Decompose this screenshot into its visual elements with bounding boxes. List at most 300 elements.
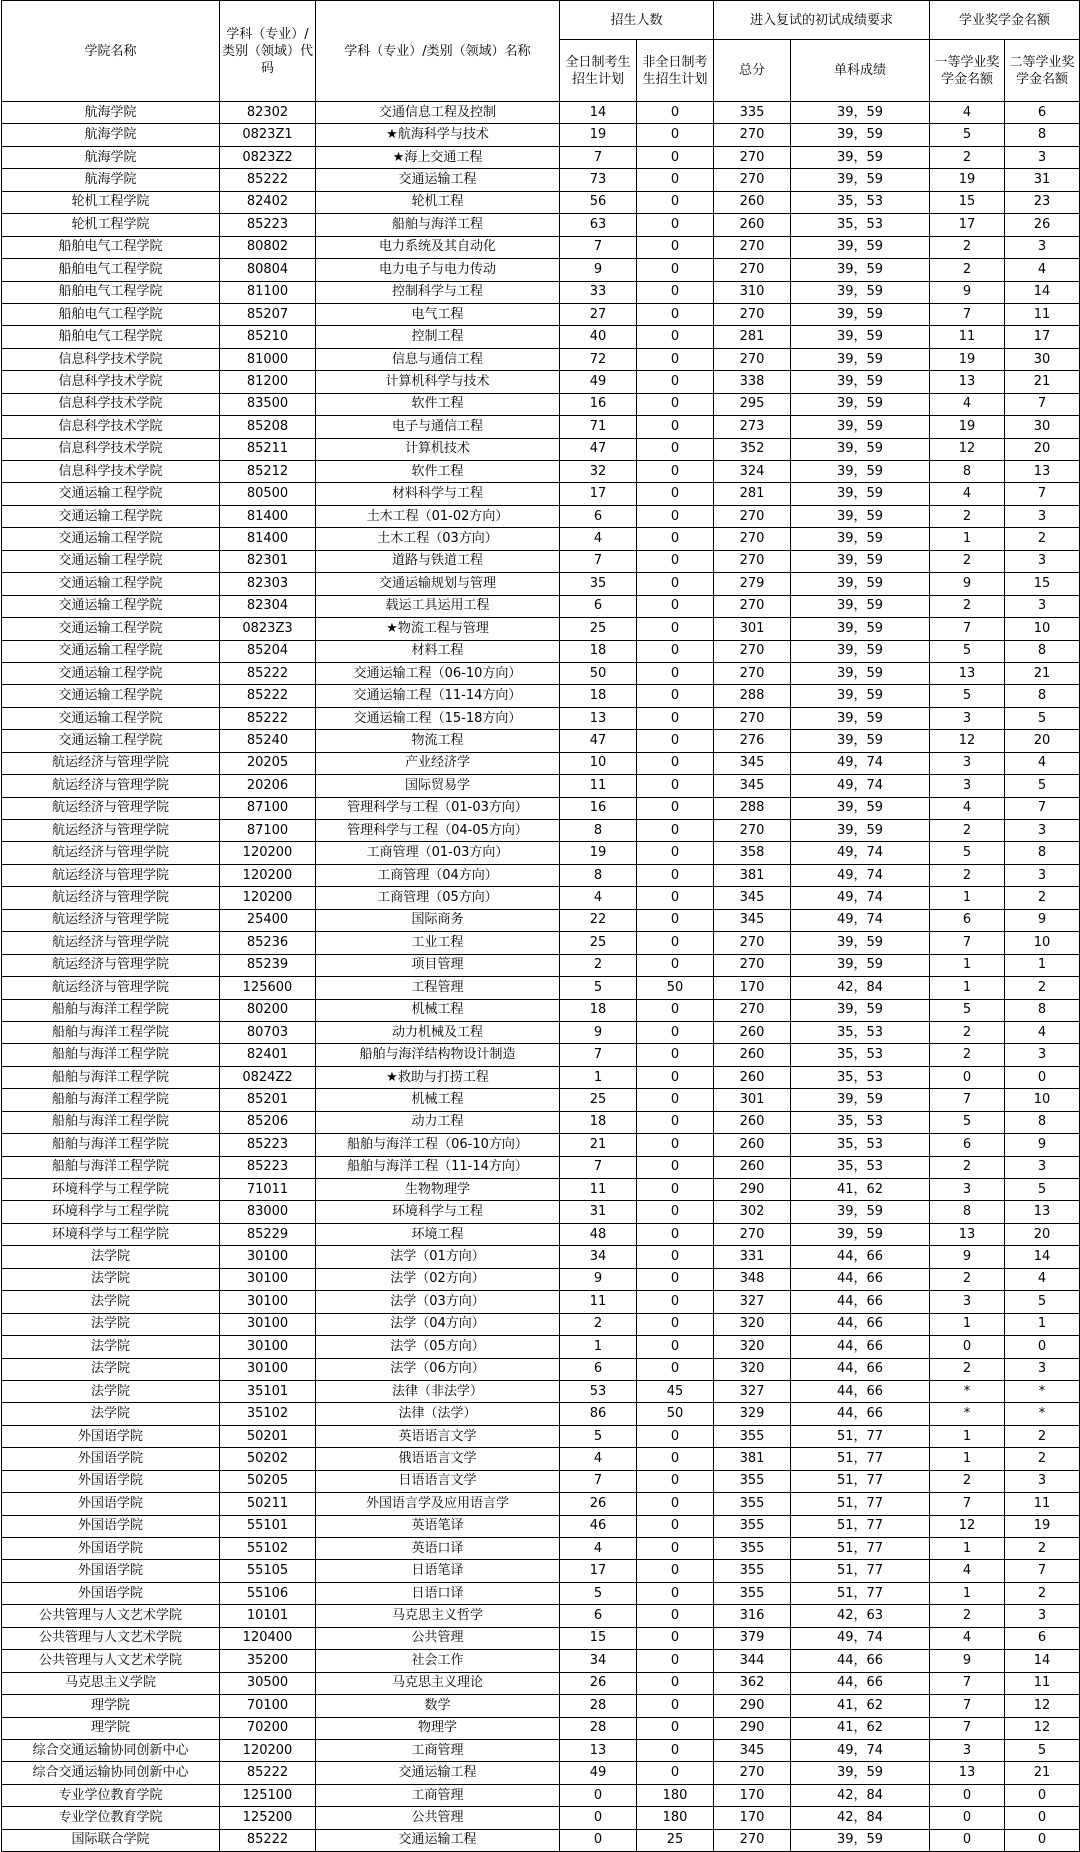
- cell-code: 81000: [220, 348, 316, 370]
- table-row: [2, 1291, 1080, 1313]
- cell-first-scholarship: 7: [930, 1672, 1005, 1694]
- cell-parttime-plan: 25: [637, 1829, 714, 1851]
- cell-fulltime-plan: 11: [560, 1291, 637, 1313]
- cell-total-score: 290: [714, 1717, 791, 1739]
- cell-total-score: 381: [714, 864, 791, 886]
- cell-program: 材料科学与工程: [316, 483, 560, 505]
- cell-second-scholarship: 20: [1005, 438, 1080, 460]
- cell-single-score: 44，66: [791, 1246, 930, 1268]
- cell-code: 83000: [220, 1201, 316, 1223]
- cell-first-scholarship: 0: [930, 1336, 1005, 1358]
- cell-second-scholarship: 3: [1005, 550, 1080, 572]
- table-row: [2, 1223, 1080, 1245]
- cell-total-score: 335: [714, 102, 791, 124]
- cell-program: 工业工程: [316, 932, 560, 954]
- table-row: [2, 1021, 1080, 1043]
- cell-first-scholarship: 1: [930, 887, 1005, 909]
- cell-program: ★海上交通工程: [316, 146, 560, 168]
- cell-first-scholarship: 12: [930, 438, 1005, 460]
- cell-second-scholarship: 3: [1005, 236, 1080, 258]
- cell-code: 85222: [220, 685, 316, 707]
- cell-college: 理学院: [2, 1717, 220, 1739]
- cell-second-scholarship: 11: [1005, 1672, 1080, 1694]
- cell-code: 82402: [220, 191, 316, 213]
- cell-single-score: 39，59: [791, 1089, 930, 1111]
- cell-single-score: 39，59: [791, 505, 930, 527]
- cell-college: 公共管理与人文艺术学院: [2, 1627, 220, 1649]
- cell-total-score: 273: [714, 416, 791, 438]
- cell-second-scholarship: 4: [1005, 259, 1080, 281]
- cell-parttime-plan: 0: [637, 1156, 714, 1178]
- cell-program: 公共管理: [316, 1807, 560, 1829]
- cell-college: 交通运输工程学院: [2, 662, 220, 684]
- table-row: [2, 595, 1080, 617]
- cell-second-scholarship: 21: [1005, 371, 1080, 393]
- cell-second-scholarship: 0: [1005, 1336, 1080, 1358]
- cell-parttime-plan: 0: [637, 954, 714, 976]
- cell-second-scholarship: 10: [1005, 1089, 1080, 1111]
- cell-parttime-plan: 0: [637, 348, 714, 370]
- cell-fulltime-plan: 26: [560, 1493, 637, 1515]
- cell-parttime-plan: 0: [637, 483, 714, 505]
- cell-total-score: 324: [714, 461, 791, 483]
- cell-college: 航运经济与管理学院: [2, 864, 220, 886]
- cell-parttime-plan: 0: [637, 662, 714, 684]
- cell-first-scholarship: 5: [930, 685, 1005, 707]
- cell-second-scholarship: 5: [1005, 1739, 1080, 1761]
- cell-single-score: 39，59: [791, 416, 930, 438]
- header-college: 学院名称: [2, 1, 220, 102]
- cell-college: 公共管理与人文艺术学院: [2, 1605, 220, 1627]
- cell-program: 法律（法学）: [316, 1403, 560, 1425]
- cell-total-score: 345: [714, 1739, 791, 1761]
- cell-fulltime-plan: 4: [560, 528, 637, 550]
- cell-program: 国际贸易学: [316, 775, 560, 797]
- cell-first-scholarship: 19: [930, 169, 1005, 191]
- cell-first-scholarship: 1: [930, 1448, 1005, 1470]
- cell-single-score: 51，77: [791, 1582, 930, 1604]
- cell-college: 航运经济与管理学院: [2, 977, 220, 999]
- cell-parttime-plan: 0: [637, 393, 714, 415]
- cell-single-score: 44，66: [791, 1336, 930, 1358]
- cell-parttime-plan: 0: [637, 1582, 714, 1604]
- cell-total-score: 270: [714, 662, 791, 684]
- cell-single-score: 39，59: [791, 685, 930, 707]
- cell-code: 55102: [220, 1538, 316, 1560]
- cell-college: 交通运输工程学院: [2, 618, 220, 640]
- cell-fulltime-plan: 13: [560, 707, 637, 729]
- cell-program: 物流工程: [316, 730, 560, 752]
- table-row: [2, 999, 1080, 1021]
- cell-program: 马克思主义哲学: [316, 1605, 560, 1627]
- cell-program: 交通运输工程（06-10方向）: [316, 662, 560, 684]
- cell-code: 85222: [220, 707, 316, 729]
- cell-parttime-plan: 0: [637, 1515, 714, 1537]
- cell-first-scholarship: 2: [930, 505, 1005, 527]
- cell-program: 土木工程（01-02方向）: [316, 505, 560, 527]
- cell-total-score: 320: [714, 1358, 791, 1380]
- cell-single-score: 42，84: [791, 977, 930, 999]
- cell-total-score: 288: [714, 797, 791, 819]
- cell-code: 20205: [220, 752, 316, 774]
- table-row: [2, 1627, 1080, 1649]
- cell-code: 30500: [220, 1672, 316, 1694]
- table-row: [2, 797, 1080, 819]
- table-row: [2, 1425, 1080, 1447]
- table-row: [2, 146, 1080, 168]
- cell-first-scholarship: 4: [930, 483, 1005, 505]
- cell-first-scholarship: 8: [930, 461, 1005, 483]
- table-row: [2, 1336, 1080, 1358]
- table-row: [2, 1156, 1080, 1178]
- cell-program: 交通运输规划与管理: [316, 573, 560, 595]
- cell-college: 法学院: [2, 1291, 220, 1313]
- cell-second-scholarship: 7: [1005, 797, 1080, 819]
- cell-code: 80804: [220, 259, 316, 281]
- cell-code: 55101: [220, 1515, 316, 1537]
- table-row: [2, 775, 1080, 797]
- cell-fulltime-plan: 8: [560, 864, 637, 886]
- cell-parttime-plan: 0: [637, 1538, 714, 1560]
- cell-second-scholarship: 4: [1005, 752, 1080, 774]
- table-row: [2, 685, 1080, 707]
- cell-first-scholarship: 6: [930, 909, 1005, 931]
- cell-code: 82304: [220, 595, 316, 617]
- cell-first-scholarship: 1: [930, 977, 1005, 999]
- cell-fulltime-plan: 25: [560, 618, 637, 640]
- cell-single-score: 39，59: [791, 1829, 930, 1851]
- table-row: [2, 640, 1080, 662]
- cell-program: 计算机科学与技术: [316, 371, 560, 393]
- cell-single-score: 35，53: [791, 1134, 930, 1156]
- cell-second-scholarship: 10: [1005, 932, 1080, 954]
- cell-fulltime-plan: 4: [560, 1448, 637, 1470]
- cell-college: 法学院: [2, 1358, 220, 1380]
- cell-single-score: 41，62: [791, 1695, 930, 1717]
- cell-second-scholarship: 3: [1005, 1156, 1080, 1178]
- cell-program: 动力工程: [316, 1111, 560, 1133]
- cell-second-scholarship: 1: [1005, 954, 1080, 976]
- header-enroll-group: 招生人数: [560, 1, 714, 40]
- cell-total-score: 358: [714, 842, 791, 864]
- cell-single-score: 39，59: [791, 169, 930, 191]
- cell-college: 综合交通运输协同创新中心: [2, 1762, 220, 1784]
- cell-parttime-plan: 0: [637, 1336, 714, 1358]
- cell-second-scholarship: 12: [1005, 1695, 1080, 1717]
- cell-fulltime-plan: 28: [560, 1717, 637, 1739]
- cell-parttime-plan: 0: [637, 1044, 714, 1066]
- cell-code: 80703: [220, 1021, 316, 1043]
- cell-parttime-plan: 0: [637, 685, 714, 707]
- cell-first-scholarship: 2: [930, 1605, 1005, 1627]
- cell-fulltime-plan: 6: [560, 1605, 637, 1627]
- cell-program: 环境科学与工程: [316, 1201, 560, 1223]
- cell-parttime-plan: 0: [637, 281, 714, 303]
- cell-college: 航海学院: [2, 102, 220, 124]
- cell-code: 50205: [220, 1470, 316, 1492]
- cell-total-score: 170: [714, 1807, 791, 1829]
- cell-college: 专业学位教育学院: [2, 1784, 220, 1806]
- cell-college: 船舶与海洋工程学院: [2, 1066, 220, 1088]
- cell-fulltime-plan: 9: [560, 259, 637, 281]
- table-row: [2, 1493, 1080, 1515]
- cell-program: 法学（04方向）: [316, 1313, 560, 1335]
- cell-program: 马克思主义理论: [316, 1672, 560, 1694]
- cell-college: 船舶与海洋工程学院: [2, 1044, 220, 1066]
- cell-parttime-plan: 0: [637, 1605, 714, 1627]
- cell-second-scholarship: 20: [1005, 1223, 1080, 1245]
- table-row: [2, 1560, 1080, 1582]
- cell-college: 航运经济与管理学院: [2, 752, 220, 774]
- cell-first-scholarship: 5: [930, 124, 1005, 146]
- cell-program: 公共管理: [316, 1627, 560, 1649]
- cell-program: 工程管理: [316, 977, 560, 999]
- table-row: [2, 842, 1080, 864]
- cell-first-scholarship: 4: [930, 102, 1005, 124]
- cell-first-scholarship: 2: [930, 146, 1005, 168]
- table-row: [2, 1650, 1080, 1672]
- cell-first-scholarship: 13: [930, 662, 1005, 684]
- cell-parttime-plan: 0: [637, 1223, 714, 1245]
- table-row: [2, 1313, 1080, 1335]
- cell-total-score: 310: [714, 281, 791, 303]
- cell-first-scholarship: 2: [930, 236, 1005, 258]
- cell-parttime-plan: 0: [637, 416, 714, 438]
- table-row: [2, 1134, 1080, 1156]
- table-row: [2, 214, 1080, 236]
- cell-total-score: 331: [714, 1246, 791, 1268]
- header-name: 学科（专业）/类别（领域）名称: [316, 1, 560, 102]
- cell-first-scholarship: 9: [930, 573, 1005, 595]
- table-row: [2, 1695, 1080, 1717]
- cell-second-scholarship: 17: [1005, 326, 1080, 348]
- cell-single-score: 39，59: [791, 640, 930, 662]
- cell-first-scholarship: 2: [930, 550, 1005, 572]
- cell-program: 生物物理学: [316, 1179, 560, 1201]
- cell-single-score: 49，74: [791, 752, 930, 774]
- cell-single-score: 51，77: [791, 1560, 930, 1582]
- cell-single-score: 35，53: [791, 214, 930, 236]
- cell-college: 信息科学技术学院: [2, 461, 220, 483]
- cell-second-scholarship: 0: [1005, 1784, 1080, 1806]
- table-row: [2, 438, 1080, 460]
- cell-fulltime-plan: 28: [560, 1695, 637, 1717]
- table-row: [2, 371, 1080, 393]
- cell-single-score: 35，53: [791, 1066, 930, 1088]
- cell-fulltime-plan: 0: [560, 1784, 637, 1806]
- cell-single-score: 51，77: [791, 1538, 930, 1560]
- cell-parttime-plan: 0: [637, 169, 714, 191]
- cell-college: 航运经济与管理学院: [2, 909, 220, 931]
- table-row: [2, 1605, 1080, 1627]
- cell-fulltime-plan: 18: [560, 1111, 637, 1133]
- table-row: [2, 169, 1080, 191]
- cell-fulltime-plan: 50: [560, 662, 637, 684]
- cell-program: 英语语言文学: [316, 1425, 560, 1447]
- cell-college: 信息科学技术学院: [2, 393, 220, 415]
- cell-program: 电力系统及其自动化: [316, 236, 560, 258]
- cell-single-score: 39，59: [791, 393, 930, 415]
- cell-fulltime-plan: 34: [560, 1650, 637, 1672]
- cell-college: 轮机工程学院: [2, 214, 220, 236]
- cell-fulltime-plan: 14: [560, 102, 637, 124]
- table-row: [2, 1582, 1080, 1604]
- cell-single-score: 39，59: [791, 550, 930, 572]
- cell-first-scholarship: *: [930, 1403, 1005, 1425]
- cell-first-scholarship: 13: [930, 371, 1005, 393]
- header-fulltime: 全日制考生招生计划: [560, 40, 637, 102]
- cell-program: 日语口译: [316, 1582, 560, 1604]
- cell-second-scholarship: 8: [1005, 640, 1080, 662]
- cell-second-scholarship: 4: [1005, 1268, 1080, 1290]
- cell-program: 交通信息工程及控制: [316, 102, 560, 124]
- cell-college: 交通运输工程学院: [2, 595, 220, 617]
- cell-fulltime-plan: 1: [560, 1336, 637, 1358]
- header-score-group: 进入复试的初试成绩要求: [714, 1, 930, 40]
- cell-single-score: 51，77: [791, 1515, 930, 1537]
- cell-parttime-plan: 0: [637, 1425, 714, 1447]
- cell-college: 环境科学与工程学院: [2, 1201, 220, 1223]
- cell-total-score: 260: [714, 214, 791, 236]
- cell-code: 0824Z2: [220, 1066, 316, 1088]
- cell-fulltime-plan: 2: [560, 954, 637, 976]
- cell-second-scholarship: 2: [1005, 977, 1080, 999]
- cell-first-scholarship: 7: [930, 932, 1005, 954]
- cell-second-scholarship: 2: [1005, 1448, 1080, 1470]
- cell-parttime-plan: 0: [637, 1021, 714, 1043]
- cell-second-scholarship: 31: [1005, 169, 1080, 191]
- cell-code: 85222: [220, 662, 316, 684]
- cell-total-score: 276: [714, 730, 791, 752]
- cell-college: 交通运输工程学院: [2, 550, 220, 572]
- cell-parttime-plan: 0: [637, 1268, 714, 1290]
- header-single-score: 单科成绩: [791, 40, 930, 102]
- cell-fulltime-plan: 9: [560, 1021, 637, 1043]
- cell-total-score: 327: [714, 1291, 791, 1313]
- table-row: [2, 1448, 1080, 1470]
- cell-second-scholarship: 2: [1005, 1425, 1080, 1447]
- table-row: [2, 259, 1080, 281]
- cell-first-scholarship: *: [930, 1380, 1005, 1402]
- cell-second-scholarship: 10: [1005, 618, 1080, 640]
- cell-single-score: 39，59: [791, 595, 930, 617]
- cell-first-scholarship: 7: [930, 1493, 1005, 1515]
- cell-first-scholarship: 7: [930, 618, 1005, 640]
- cell-code: 85222: [220, 1762, 316, 1784]
- cell-single-score: 49，74: [791, 887, 930, 909]
- cell-fulltime-plan: 21: [560, 1134, 637, 1156]
- cell-first-scholarship: 3: [930, 707, 1005, 729]
- cell-first-scholarship: 3: [930, 1179, 1005, 1201]
- cell-parttime-plan: 180: [637, 1807, 714, 1829]
- cell-code: 81100: [220, 281, 316, 303]
- cell-total-score: 352: [714, 438, 791, 460]
- table-header: [2, 1, 1080, 102]
- cell-parttime-plan: 45: [637, 1380, 714, 1402]
- cell-college: 航海学院: [2, 146, 220, 168]
- cell-parttime-plan: 0: [637, 1313, 714, 1335]
- cell-first-scholarship: 19: [930, 348, 1005, 370]
- cell-fulltime-plan: 0: [560, 1807, 637, 1829]
- table-row: [2, 1672, 1080, 1694]
- cell-total-score: 270: [714, 348, 791, 370]
- cell-code: 50201: [220, 1425, 316, 1447]
- table-row: [2, 550, 1080, 572]
- cell-first-scholarship: 2: [930, 864, 1005, 886]
- cell-program: 交通运输工程（15-18方向）: [316, 707, 560, 729]
- cell-second-scholarship: 23: [1005, 191, 1080, 213]
- cell-program: 交通运输工程: [316, 169, 560, 191]
- cell-total-score: 270: [714, 1829, 791, 1851]
- cell-fulltime-plan: 7: [560, 236, 637, 258]
- cell-total-score: 345: [714, 752, 791, 774]
- cell-first-scholarship: 3: [930, 1291, 1005, 1313]
- table-row: [2, 1717, 1080, 1739]
- cell-single-score: 35，53: [791, 1044, 930, 1066]
- cell-college: 信息科学技术学院: [2, 371, 220, 393]
- cell-program: 道路与铁道工程: [316, 550, 560, 572]
- cell-college: 船舶与海洋工程学院: [2, 999, 220, 1021]
- cell-second-scholarship: 3: [1005, 1470, 1080, 1492]
- cell-code: 125200: [220, 1807, 316, 1829]
- cell-total-score: 355: [714, 1515, 791, 1537]
- table-row: [2, 820, 1080, 842]
- cell-first-scholarship: 13: [930, 1223, 1005, 1245]
- cell-second-scholarship: 1: [1005, 1313, 1080, 1335]
- cell-program: 工商管理（04方向）: [316, 864, 560, 886]
- cell-single-score: 39，59: [791, 573, 930, 595]
- cell-parttime-plan: 0: [637, 864, 714, 886]
- cell-fulltime-plan: 18: [560, 999, 637, 1021]
- cell-college: 外国语学院: [2, 1470, 220, 1492]
- cell-program: 俄语语言文学: [316, 1448, 560, 1470]
- cell-code: 80200: [220, 999, 316, 1021]
- cell-parttime-plan: 0: [637, 1134, 714, 1156]
- cell-program: 日语笔译: [316, 1560, 560, 1582]
- table-row: [2, 303, 1080, 325]
- cell-college: 外国语学院: [2, 1560, 220, 1582]
- cell-single-score: 39，59: [791, 820, 930, 842]
- cell-fulltime-plan: 71: [560, 416, 637, 438]
- table-row: [2, 1089, 1080, 1111]
- table-row: [2, 909, 1080, 931]
- cell-fulltime-plan: 6: [560, 1358, 637, 1380]
- cell-college: 交通运输工程学院: [2, 573, 220, 595]
- table-row: [2, 483, 1080, 505]
- cell-first-scholarship: 2: [930, 595, 1005, 617]
- cell-single-score: 44，66: [791, 1650, 930, 1672]
- cell-single-score: 39，59: [791, 348, 930, 370]
- table-row: [2, 1201, 1080, 1223]
- cell-code: 55105: [220, 1560, 316, 1582]
- cell-program: 工商管理（01-03方向）: [316, 842, 560, 864]
- cell-program: 船舶与海洋工程（11-14方向）: [316, 1156, 560, 1178]
- cell-second-scholarship: 11: [1005, 303, 1080, 325]
- cell-second-scholarship: 5: [1005, 1179, 1080, 1201]
- cell-first-scholarship: 2: [930, 1268, 1005, 1290]
- cell-program: 物理学: [316, 1717, 560, 1739]
- cell-program: ★航海科学与技术: [316, 124, 560, 146]
- cell-second-scholarship: 21: [1005, 1762, 1080, 1784]
- cell-college: 法学院: [2, 1380, 220, 1402]
- cell-code: 30100: [220, 1268, 316, 1290]
- cell-second-scholarship: 8: [1005, 842, 1080, 864]
- cell-program: 软件工程: [316, 393, 560, 415]
- cell-first-scholarship: 2: [930, 1470, 1005, 1492]
- cell-total-score: 260: [714, 1021, 791, 1043]
- cell-second-scholarship: 8: [1005, 124, 1080, 146]
- table-row: [2, 887, 1080, 909]
